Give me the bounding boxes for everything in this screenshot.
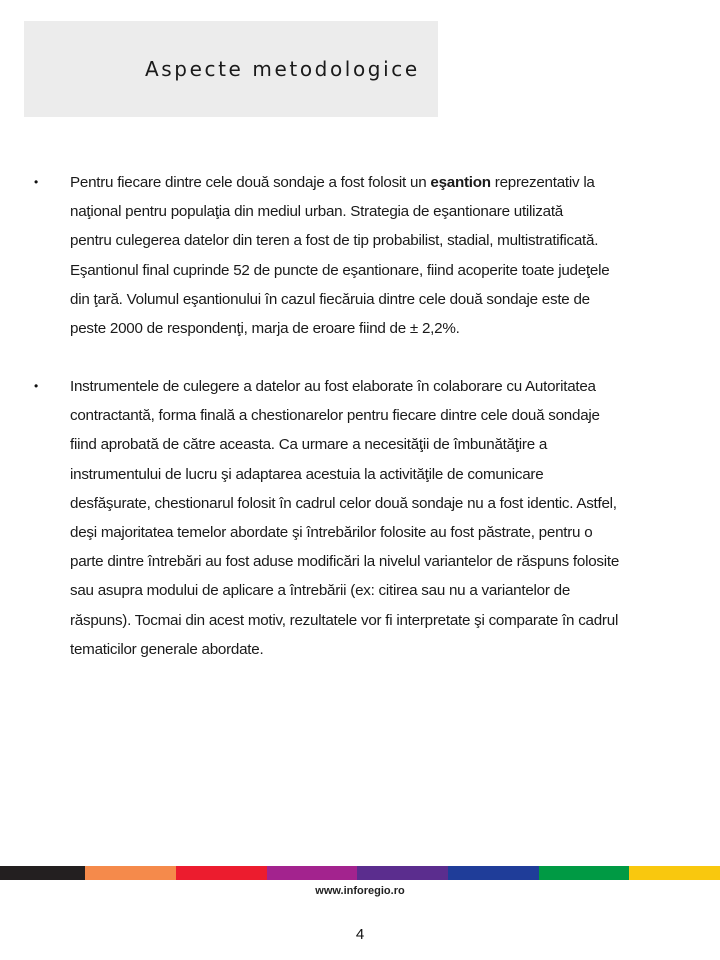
website-url: www.inforegio.ro [315,885,405,897]
paragraph-line: Eşantionul final cuprinde 52 de puncte de eşantionare, fiind acoperite toate judeţele [70,261,610,279]
paragraph-line: parte dintre întrebări au fost aduse modificări la nivelul variantelor de răspuns folosite [70,553,620,571]
bullet-marker: • [34,379,39,393]
paragraph-line: naţional pentru populaţia din mediul urban. Strategia de eşantionare utilizată [70,203,564,221]
text-segment: reprezentativ la [490,174,595,191]
stripe-segment [0,866,85,880]
paragraph-line: peste 2000 de respondenţi, marja de eroare fiind de ± 2,2%. [70,320,460,338]
paragraph-line: din ţară. Volumul eşantionului în cazul fiecăruia dintre cele două sondaje este de [70,290,590,308]
paragraph-line: răspuns). Tocmai din acest motiv, rezultatele vor fi interpretate şi comparate în cadrul [70,611,619,629]
paragraph-line: sau asupra modului de aplicare a întrebării (ex: citirea sau nu a variantelor de [70,582,571,600]
paragraph-line: pentru culegerea datelor din teren a fost de tip probabilist, stadial, multistratificată. [70,232,599,250]
stripe-segment [85,866,176,880]
stripe-segment [176,866,267,880]
stripe-segment [629,866,720,880]
stripe-segment [357,866,448,880]
color-stripe [0,866,720,880]
page-title: Aspecte metodologice [145,57,420,81]
paragraph-instruments [70,372,686,664]
paragraph-line: Instrumentele de culegere a datelor au fost elaborate în colaborare cu Autoritatea [70,378,596,395]
paragraph-line [70,168,686,197]
stripe-segment [267,866,357,880]
text-segment: Pentru fiecare dintre cele două sondaje a fost folosit un [70,174,431,191]
paragraph-line: desfăşurate, chestionarul folosit în cadrul celor două sondaje nu a fost identic. Astfel, [70,494,617,512]
title-box [24,21,438,117]
paragraph-line: tematicilor generale abordate. [70,640,264,658]
paragraph-line: contractantă, forma finală a chestionarelor pentru fiecare dintre cele două sondaje [70,407,600,425]
keyword-esantion: eşantion [430,174,491,191]
bullet-marker: • [34,175,39,189]
paragraph-line: instrumentului de lucru şi adaptarea acestuia la activităţile de comunicare [70,465,544,483]
stripe-segment [539,866,629,880]
paragraph-line: fiind aprobată de către aceasta. Ca urmare a necesităţii de îmbunătăţire a [70,436,548,454]
paragraph-line: deşi majoritatea temelor abordate şi întrebărilor folosite au fost păstrate, pentru o [70,524,593,542]
paragraph-sample [70,168,686,343]
stripe-segment [448,866,539,880]
page-number: 4 [355,926,365,943]
